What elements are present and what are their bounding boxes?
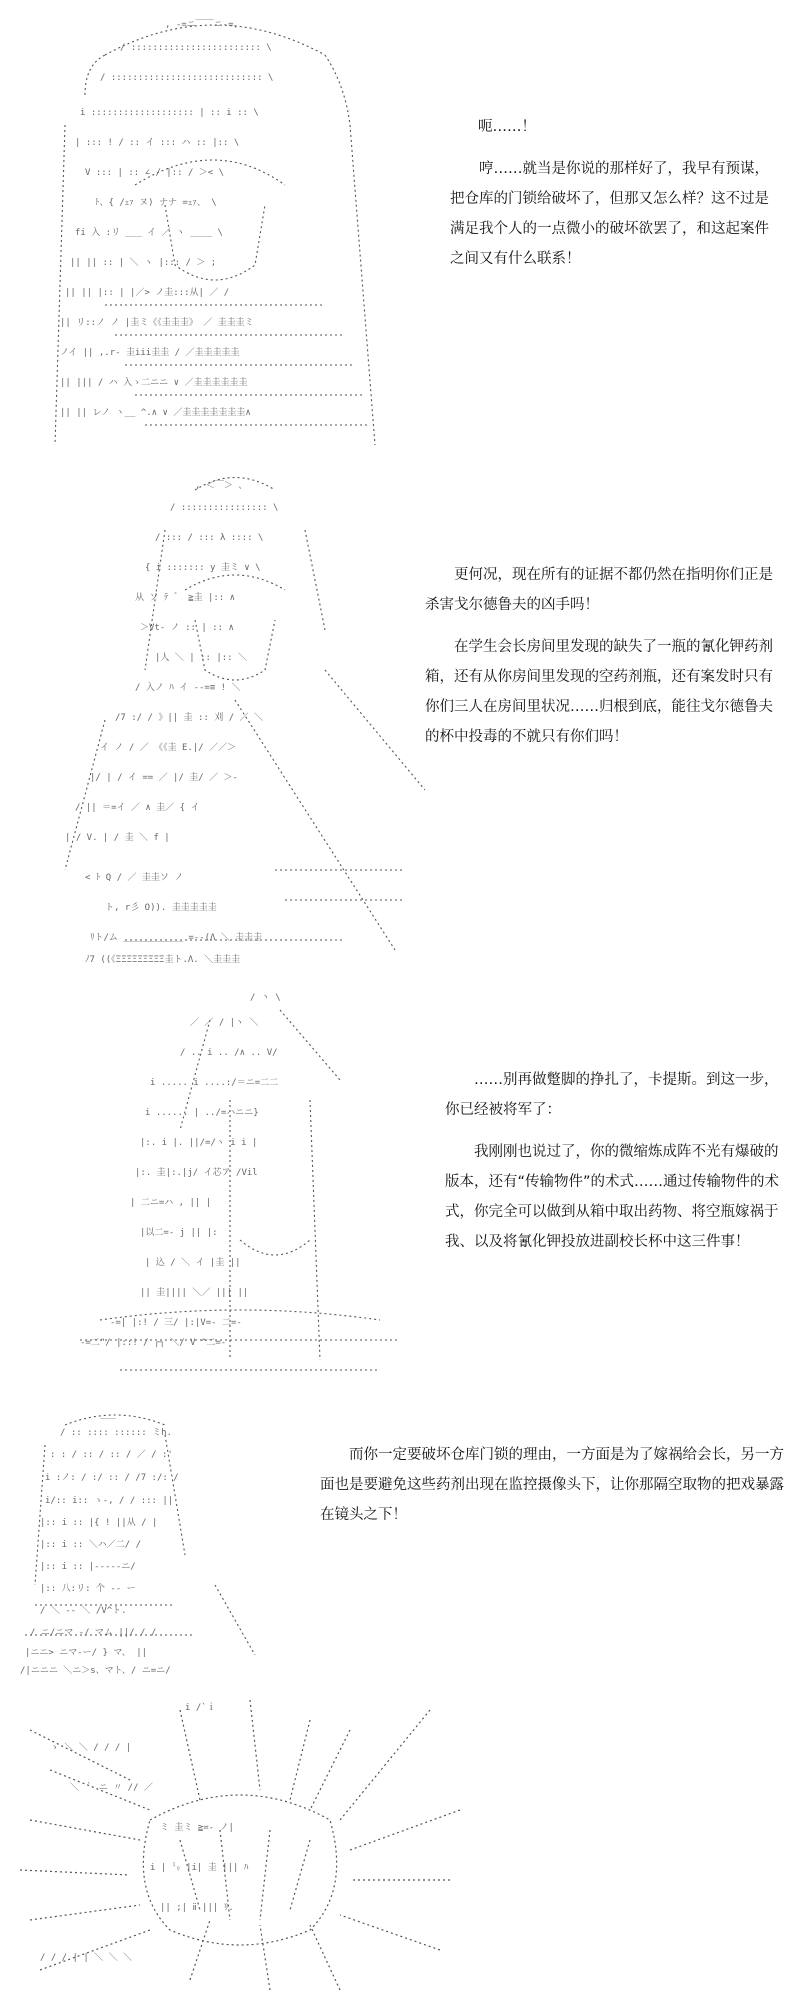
panel-3	[0, 980, 800, 1400]
dialogue-line: 更何况，现在所有的证据不都仍然在指明你们正是杀害戈尔德鲁夫的凶手吗！	[425, 567, 773, 613]
svg-text:/ ::: / ::: λ :::: \: / ::: / ::: λ :::: \	[155, 533, 264, 543]
dialogue-block-2	[425, 560, 785, 764]
ascii-art-character-4	[15, 1405, 275, 1675]
svg-text:, ＜￣＞ 、: , ＜￣＞ 、	[195, 481, 248, 491]
svg-text:< ﾄ Q / ／ 圭圭ソ ノ: < ﾄ Q / ／ 圭圭ソ ノ	[85, 873, 184, 883]
ascii-art-character-2	[45, 470, 425, 970]
svg-text:ﾘト/ム ___________ =--(Λ ＼ 圭圭圭: ﾘト/ム ___________ =--(Λ ＼ 圭圭圭	[90, 933, 263, 943]
svg-text:ノイ || ,.r- 圭iii圭圭 / ／圭圭圭圭圭: ノイ || ,.r- 圭iii圭圭 / ／圭圭圭圭圭	[60, 348, 240, 358]
svg-text:|:. i |. ||/=/ヽ i i |: |:. i |. ||/=/ヽ i i |	[140, 1138, 258, 1148]
svg-text:i/:: i:: ゝ-, / / ::: ||: i/:: i:: ゝ-, / / ::: ||	[45, 1496, 174, 1506]
svg-text:/ ::::::::::::::::::::::::::::: / :::::::::::::::::::::::::::: \	[100, 73, 274, 83]
svg-text:|| ||| / ハ 入ゝ二ニニ ∨ ／圭圭圭圭圭圭: || ||| / ハ 入ゝ二ニニ ∨ ／圭圭圭圭圭圭	[60, 378, 248, 388]
svg-text:fi 入 :リ ___ イ ／ ヽ ____ \: fi 入 :リ ___ イ ／ ヽ ____ \	[75, 228, 223, 238]
svg-text:イ ノ / ／ 《《圭 E.|/ ／／＞: イ ノ / ／ 《《圭 E.|/ ／／＞	[100, 743, 237, 753]
svg-text:/|ニニニ ＼ニ＞s、マト、/ ニ=ニ/: /|ニニニ ＼ニ＞s、マト、/ ニ=ニ/	[20, 1666, 171, 1675]
svg-text:|| || レノ ヽ__ ^.∧ ∨ ／圭圭圭圭圭圭圭∧: || || レノ ヽ__ ^.∧ ∨ ／圭圭圭圭圭圭圭∧	[60, 408, 251, 418]
svg-text:/ / / | | ＼ ＼ ＼: / / / | | ＼ ＼ ＼	[40, 1953, 133, 1963]
svg-text:ﾄ、{ /ｪｧ ヌ) ナナ =ｪｧ、 \: ﾄ、{ /ｪｧ ヌ) ナナ =ｪｧ、 \	[95, 198, 217, 208]
dialogue-line: 我刚刚也说过了，你的微缩炼成阵不光有爆破的版本，还有“传输物件”的术式……通过传输物件的术式，你完全可以做到从箱中取出药物、将空瓶嫁祸于我、以及将氰化钾投放进副校长杯中这三件事！	[445, 1144, 780, 1250]
svg-text:| 込 / ＼ イ |圭 ||: | 込 / ＼ イ |圭 ||	[145, 1258, 241, 1268]
dialogue-block-4	[320, 1440, 785, 1542]
svg-text:／ ／ / |ヽ ＼: ／ ／ / |ヽ ＼	[190, 1018, 259, 1028]
svg-text:|| 圭|||| ＼／ ||| ||: || 圭|||| ＼／ ||| ||	[140, 1288, 249, 1298]
svg-text:| / V. | / 圭 ＼ f |: | / V. | / 圭 ＼ f |	[65, 833, 170, 843]
svg-text:/ || ＝=イ ／ ∧ 圭／ { イ: / || ＝=イ ／ ∧ 圭／ { イ	[75, 803, 200, 813]
svg-text:/ .. i .. /∧ .. V/: / .. i .. /∧ .. V/	[180, 1048, 278, 1058]
dialogue-line: 哼……就当是你说的那样好了，我早有预谋，把仓库的门锁给破坏了，但那又怎么样？这不过是满足我个人的一点微小的破坏欲罢了，和这起案件之间又有什么联系！	[450, 161, 769, 267]
svg-text:|ニニ> ニマ-ー/ } マ、 ||: |ニニ> ニマ-ー/ } マ、 ||	[25, 1648, 148, 1658]
svg-text:i /`ｉ: i /`ｉ	[185, 1703, 216, 1713]
svg-text:|| || |:: | |／> ノ圭:::从| ／ /: || || |:: | |／> ノ圭:::从| ／ /	[65, 288, 230, 298]
svg-text:＞Vt- ノ :: | :: ∧: ＞Vt- ノ :: | :: ∧	[140, 623, 234, 633]
svg-text:i ::::::::::::::::::: | :: i :: i ::::::::::::::::::: | :: i :: \	[80, 108, 259, 118]
dialogue-line: ……别再做蹩脚的挣扎了，卡提斯。到这一步，你已经被将军了：	[445, 1072, 779, 1118]
panel-2	[0, 460, 800, 980]
svg-text:ゝ ＼ ＼ / / / |: ゝ ＼ ＼ / / / |	[50, 1743, 132, 1753]
svg-text:-=二"/ |::! / ┌┐ ＼/ V ^二=-: -=二"/ |::! / ┌┐ ＼/ V ^二=-	[80, 1338, 227, 1348]
dialogue-block-1	[450, 112, 780, 286]
svg-text:| 二ニ=ハ , || |: | 二ニ=ハ , || |	[130, 1198, 212, 1208]
svg-text:|| ;| ⅱ ||| ﾘ.: || ;| ⅱ ||| ﾘ.	[160, 1903, 234, 1913]
svg-text:i | ㍉ |i| 圭 ||| ﾊ: i | ㍉ |i| 圭 ||| ﾊ	[150, 1863, 249, 1873]
svg-text:V ::: | :: ∠ / |:: / ＞< \: V ::: | :: ∠ / |:: / ＞< \	[85, 168, 225, 178]
svg-text:i ..... i ....:/＝ニ=二二: i ..... i ....:/＝ニ=二二	[150, 1078, 279, 1088]
ascii-art-character-1	[45, 5, 385, 450]
svg-text:: : / :: / :: / ／ / :': : : / :: / :: / ／ / :'	[50, 1450, 173, 1460]
dialogue-line: 而你一定要破坏仓库门锁的理由，一方面是为了嫁祸给会长，另一方面也是要避免这些药剂出现在监控摄像头下，让你那隔空取物的把戏暴露在镜头之下！	[320, 1447, 784, 1523]
svg-text:i :ノ: / :/ :: / /7 :/: /: i :ノ: / :/ :: / /7 :/: /	[45, 1473, 179, 1483]
svg-text:/ :::::::::::::::::::::::: \: / :::::::::::::::::::::::: \	[120, 43, 272, 53]
panel-5	[0, 1690, 800, 2000]
svg-text:{ i ::::::: y 圭ミ ∨ \: { i ::::::: y 圭ミ ∨ \	[145, 563, 261, 573]
svg-text:/ :: :::: :::::: ミh.: / :: :::: :::::: ミh.	[60, 1428, 172, 1438]
svg-text:/ 丶 \: / 丶 \	[250, 993, 281, 1003]
ascii-art-character-3	[80, 980, 410, 1380]
svg-text:ﾉ7 ((《ΞΞΞΞΞΞΞΞΞ圭ト.Λ. ＼圭圭圭: ﾉ7 ((《ΞΞΞΞΞΞΞΞΞ圭ト.Λ. ＼圭圭圭	[85, 955, 241, 965]
dialogue-line: 在学生会长房间里发现的缺失了一瓶的氰化钾药剂箱，还有从你房间里发现的空药剂瓶，还有案发时只有你们三人在房间里状况……归根到底，能往戈尔德鲁夫的杯中投毒的不就只有你们吗！	[425, 639, 773, 745]
svg-text:|/ | / イ == ／ |/ 圭/ ／ ＞-: |/ | / イ == ／ |/ 圭/ ／ ＞-	[90, 773, 238, 783]
svg-text:/ ＼ -- ＼ /V^ト.: / ＼ -- ＼ /V^ト.	[40, 1606, 127, 1616]
svg-text:-=| |:! / 三/ |:|V=- 二=-: -=| |:! / 三/ |:|V=- 二=-	[110, 1318, 242, 1328]
svg-text:|人 ＼ | :: |:: ＼: |人 ＼ | :: |:: ＼	[155, 653, 248, 663]
svg-text:|| リ::ノ ノ |圭ミ《《圭圭圭》 ／ 圭圭圭ミ: || リ::ノ ノ |圭ミ《《圭圭圭》 ／ 圭圭圭ミ	[60, 318, 254, 328]
svg-text:|以二=- j || |:: |以二=- j || |:	[140, 1228, 218, 1238]
svg-text:, -=ニ￣￣ニ-=、: , -=ニ￣￣ニ-=、	[165, 20, 243, 30]
svg-text:/7 :/ / 》|| 圭 :: 刈 / ／ ＼: /7 :/ / 》|| 圭 :: 刈 / ／ ＼	[115, 713, 263, 723]
dialogue-block-3	[445, 1065, 790, 1269]
svg-text:/ ニ/ニマ -/ マム ||/ / /: / ニ/ニマ -/ マム ||/ / /	[30, 1628, 157, 1638]
svg-text:＼ ｀ ニ 〃 // ／: ＼ ｀ ニ 〃 // ／	[70, 1783, 153, 1793]
svg-text:|:: i :: ＼ハ／二/ /: |:: i :: ＼ハ／二/ /	[40, 1540, 142, 1550]
svg-text:|:: i :: |-----ニ/: |:: i :: |-----ニ/	[40, 1562, 136, 1572]
panel-1	[0, 0, 800, 460]
ascii-art-effect-burst	[10, 1690, 470, 2000]
svg-text:|:: i :: |{ ! ||从 / |: |:: i :: |{ ! ||从 / |	[40, 1518, 158, 1528]
svg-text:|:. 圭|:.|j/ イ芯ア /Vil: |:. 圭|:.|j/ イ芯ア /Vil	[135, 1168, 258, 1178]
svg-text:ト, r彡 O)). 圭圭圭圭圭: ト, r彡 O)). 圭圭圭圭圭	[105, 903, 217, 913]
svg-text:/ :::::::::::::::: \: / :::::::::::::::: \	[170, 503, 279, 513]
svg-text:| ::: ! / :: イ ::: ハ :: |:: \: | ::: ! / :: イ ::: ハ :: |:: \	[75, 138, 240, 148]
panel-4	[0, 1400, 800, 1690]
dialogue-line: 呃……！	[478, 119, 536, 135]
svg-text:ミ 圭ミ ≧=- ノ|: ミ 圭ミ ≧=- ノ|	[160, 1823, 234, 1833]
svg-text:|| || :: | ＼ ヽ |::: / ＞ ;: || || :: | ＼ ヽ |::: / ＞ ;	[70, 258, 217, 268]
svg-text:___: ___	[100, 1410, 117, 1420]
svg-text:i ...... | ../=ハニニ}: i ...... | ../=ハニニ}	[145, 1108, 259, 1118]
svg-text:/ 入ノ ﾊ イ --=≡ ! ＼: / 入ノ ﾊ イ --=≡ ! ＼	[135, 683, 241, 693]
svg-text:|:: 八:リ: 个 -- ー: |:: 八:リ: 个 -- ー	[40, 1584, 136, 1594]
svg-text:从 ソ ﾃ ゛ ≧圭 |:: ∧: 从 ソ ﾃ ゛ ≧圭 |:: ∧	[135, 593, 236, 603]
